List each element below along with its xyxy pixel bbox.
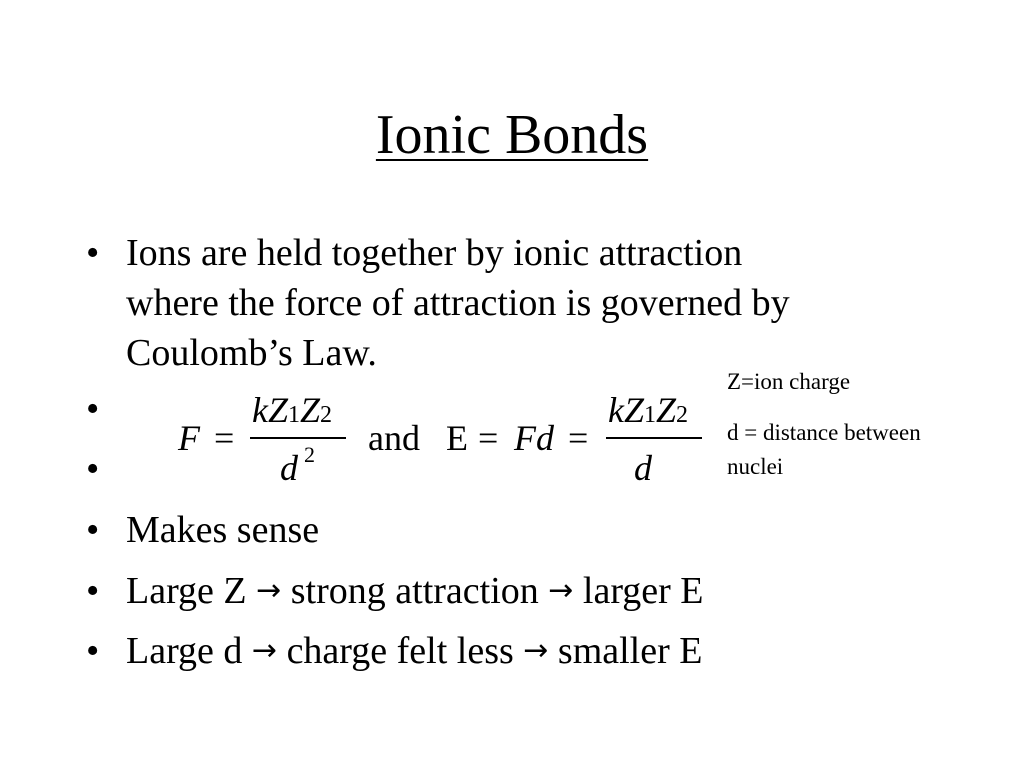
- right-arrow-icon: →: [256, 573, 282, 608]
- eq-and-word: and: [368, 418, 420, 458]
- item-text: charge felt less: [277, 630, 524, 672]
- eq-k: k: [252, 390, 268, 430]
- eq-sub-1: 1: [288, 402, 301, 428]
- bullet-marker: •: [86, 570, 100, 612]
- eq-exponent-2: 2: [304, 442, 315, 467]
- eq-sub-1: 1: [644, 402, 657, 428]
- item-text: strong attraction: [281, 570, 549, 612]
- item-text: Large d: [126, 630, 252, 672]
- list-item: [126, 566, 704, 619]
- bullet-marker: •: [86, 509, 100, 551]
- eq-fd: [514, 418, 554, 458]
- eq-force-symbol: F: [178, 418, 200, 458]
- item-text: smaller E: [548, 630, 703, 672]
- bullet-marker: •: [86, 232, 100, 274]
- eq-equals: =: [568, 418, 589, 458]
- right-arrow-icon: →: [251, 633, 278, 668]
- eq-f: F: [514, 418, 536, 458]
- eq-denominator-d: d: [280, 448, 298, 488]
- right-arrow-icon: →: [523, 633, 549, 668]
- eq-sub-2: 2: [320, 402, 333, 428]
- list-item: [126, 626, 702, 679]
- note-d-definition-cont: nuclei: [727, 454, 784, 479]
- intro-line: where the force of attraction is governed by: [126, 282, 790, 324]
- eq-equals: =: [214, 418, 235, 458]
- eq-z: Z: [267, 390, 289, 430]
- eq-numerator-1: [252, 390, 332, 435]
- slide-title: Ionic Bonds: [375, 104, 649, 166]
- bullet-marker: •: [86, 388, 100, 430]
- eq-d: d: [536, 418, 554, 458]
- eq-z: Z: [656, 390, 677, 430]
- eq-sub-2: 2: [676, 402, 689, 428]
- eq-denominator-d: d: [634, 448, 652, 488]
- eq-k: k: [608, 390, 624, 430]
- fraction-bar: [606, 437, 702, 439]
- note-z-definition: Z=ion charge: [727, 369, 851, 394]
- intro-line: Ions are held together by ionic attraction: [126, 232, 743, 274]
- bullet-marker: •: [86, 630, 100, 672]
- intro-line: Coulomb’s Law.: [126, 332, 377, 374]
- item-text: Large Z: [126, 570, 257, 612]
- eq-z: Z: [300, 390, 321, 430]
- list-item: Makes sense: [126, 509, 320, 551]
- bullet-marker: •: [86, 448, 100, 490]
- right-arrow-icon: →: [548, 573, 574, 608]
- note-d-definition: d = distance between: [727, 420, 921, 445]
- intro-paragraph: [126, 228, 976, 378]
- eq-z: Z: [623, 390, 645, 430]
- eq-energy-symbol: E: [446, 418, 468, 458]
- item-text: larger E: [573, 570, 704, 612]
- eq-equals: =: [478, 418, 499, 458]
- eq-numerator-2: [608, 390, 688, 435]
- fraction-bar: [250, 437, 346, 439]
